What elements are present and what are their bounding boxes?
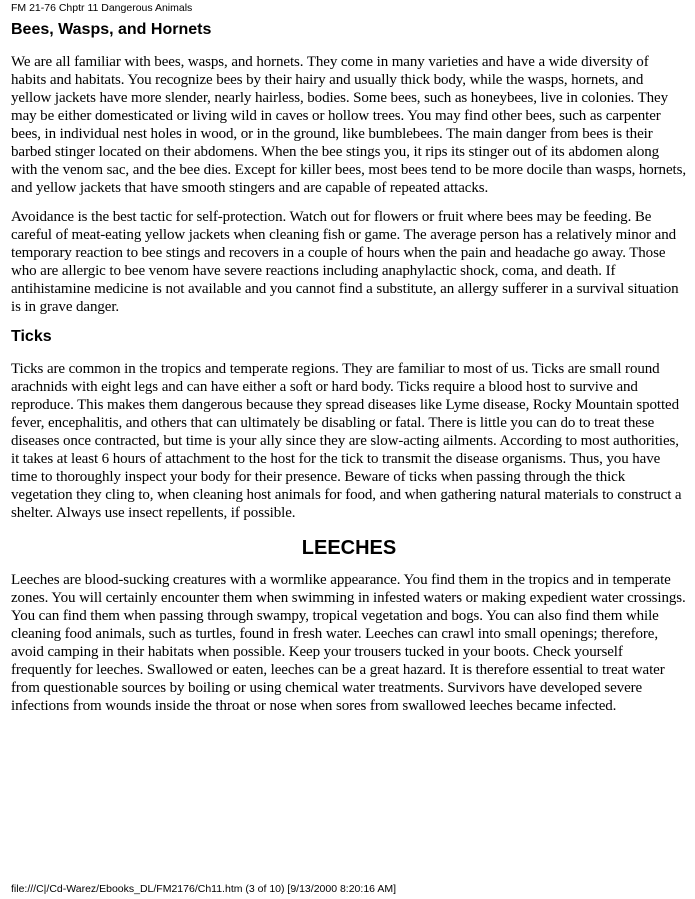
heading-leeches: LEECHES [301,537,397,559]
heading-bees-wasps-hornets: Bees, Wasps, and Hornets [11,21,212,38]
paragraph-leeches: Leeches are blood-sucking creatures with a wormlike appearance. You find them in the tropics and in temperate zones. You will certainly encounter them when swimming in infested waters or making expedient water crossings. You can find them when passing through swampy, tropical vegetation and bogs. You can also find them while cleaning food animals, such as turtles, found in fresh water. Leeches can crawl into small openings; therefore, avoid camping in their habitats when possible. Keep your trousers tucked in your boots. Check yourself frequently for leeches. Swallowed or eaten, leeches can be a great hazard. It is therefore essential to treat water from questionable sources by boiling or using chemical water treatments. Survivors have developed severe infections from wounds inside the throat or nose when sores from swallowed leeches became infected. [11,572,686,714]
paragraph-ticks: Ticks are common in the tropics and temperate regions. They are familiar to most of us. Ticks are small round arachnids with eight legs and can have either a soft or hard body. Ticks require a blood host to survive and reproduce. This makes them dangerous because they spread diseases like Lyme disease, Rocky Mountain spotted fever, encephalitis, and others that can ultimately be disabling or fatal. There is little you can do to treat these diseases once contracted, but time is your ally since they are slow-acting ailments. According to most authorities, it takes at least 6 hours of attachment to the host for the tick to transmit the disease organisms. Thus, you have time to thoroughly inspect your body for their presence. Beware of ticks when passing through the thick vegetation they cling to, when cleaning host animals for food, and when gathering natural materials to construct a shelter. Always use insect repellents, if possible. [11,361,682,521]
page-header: FM 21-76 Chptr 11 Dangerous Animals [11,2,193,14]
page-footer-source: file:///C|/Cd-Warez/Ebooks_DL/FM2176/Ch11.htm (3 of 10) [9/13/2000 8:20:16 AM] [11,883,397,895]
paragraph-bees-avoidance: Avoidance is the best tactic for self-protection. Watch out for flowers or fruit where bees may be feeding. Be careful of meat-eating yellow jackets when cleaning fish or game. The average person has a relatively minor and temporary reaction to bee stings and recovers in a couple of hours when the pain and headache go away. Those who are allergic to bee venom have severe reactions including anaphylactic shock, coma, and death. If antihistamine medicine is not available and you cannot find a substitute, an allergy sufferer in a survival situation is in grave danger. [11,209,679,315]
document-body [11,20,687,726]
paragraph-bees-description: We are all familiar with bees, wasps, and hornets. They come in many varieties and have a wide diversity of habits and habitats. You recognize bees by their hairy and usually thick body, while the wasps, hornets, and yellow jackets have more slender, nearly hairless, bodies. Some bees, such as honeybees, live in colonies. They may be either domesticated or living wild in caves or hollow trees. You may find other bees, such as carpenter bees, in individual nest holes in wood, or in the ground, like bumblebees. The main danger from bees is their barbed stinger located on their abdomens. When the bee stings you, it rips its stinger out of its abdomen along with the venom sac, and the bee dies. Except for killer bees, most bees tend to be more docile than wasps, hornets, and yellow jackets that have smooth stingers and are capable of repeated attacks. [11,54,686,196]
heading-ticks: Ticks [11,328,52,345]
